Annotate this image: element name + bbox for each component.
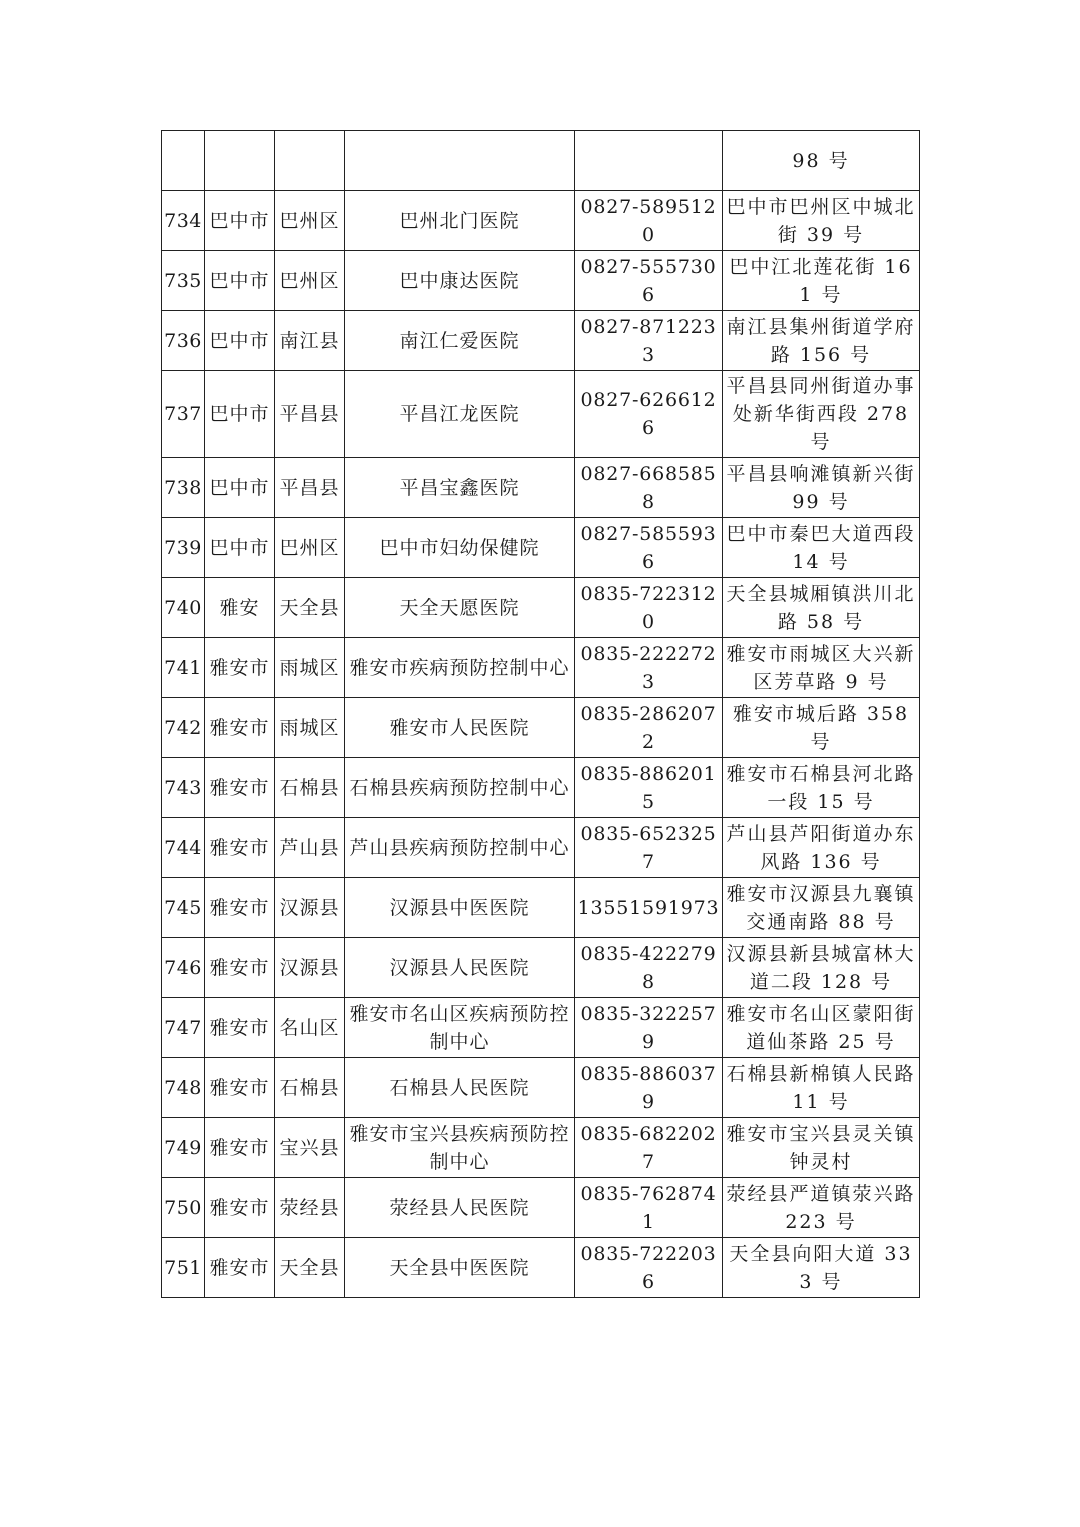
city-cell: 雅安市 bbox=[205, 638, 275, 698]
institution-name-cell: 天全天愿医院 bbox=[345, 578, 575, 638]
district-cell: 汉源县 bbox=[275, 938, 345, 998]
address-cell: 天全县城厢镇洪川北路 58 号 bbox=[723, 578, 920, 638]
row-number-cell bbox=[162, 131, 205, 191]
phone-cell: 0835-8860379 bbox=[575, 1058, 723, 1118]
phone-cell: 0835-7223120 bbox=[575, 578, 723, 638]
table-row bbox=[162, 1238, 920, 1298]
district-cell: 名山区 bbox=[275, 998, 345, 1058]
row-number-cell: 736 bbox=[162, 311, 205, 371]
district-cell: 芦山县 bbox=[275, 818, 345, 878]
address-cell: 石棉县新棉镇人民路 11 号 bbox=[723, 1058, 920, 1118]
phone-cell: 0827-5557306 bbox=[575, 251, 723, 311]
hospital-list-table bbox=[161, 130, 920, 1298]
district-cell bbox=[275, 131, 345, 191]
phone-cell: 0835-6822027 bbox=[575, 1118, 723, 1178]
address-cell: 雅安市名山区蒙阳街道仙茶路 25 号 bbox=[723, 998, 920, 1058]
address-cell: 雅安市宝兴县灵关镇钟灵村 bbox=[723, 1118, 920, 1178]
table-row bbox=[162, 251, 920, 311]
institution-name-cell: 雅安市人民医院 bbox=[345, 698, 575, 758]
address-cell: 芦山县芦阳街道办东风路 136 号 bbox=[723, 818, 920, 878]
address-cell: 雅安市雨城区大兴新区芳草路 9 号 bbox=[723, 638, 920, 698]
city-cell: 雅安市 bbox=[205, 1058, 275, 1118]
phone-cell: 0835-2862072 bbox=[575, 698, 723, 758]
table-row bbox=[162, 758, 920, 818]
city-cell: 巴中市 bbox=[205, 251, 275, 311]
table-row bbox=[162, 578, 920, 638]
address-cell: 雅安市石棉县河北路一段 15 号 bbox=[723, 758, 920, 818]
row-number-cell: 741 bbox=[162, 638, 205, 698]
city-cell: 巴中市 bbox=[205, 371, 275, 458]
table-row bbox=[162, 518, 920, 578]
address-cell: 雅安市汉源县九襄镇交通南路 88 号 bbox=[723, 878, 920, 938]
address-cell: 平昌县响滩镇新兴街 99 号 bbox=[723, 458, 920, 518]
institution-name-cell: 汉源县中医医院 bbox=[345, 878, 575, 938]
table-row bbox=[162, 371, 920, 458]
row-number-cell: 749 bbox=[162, 1118, 205, 1178]
row-number-cell: 743 bbox=[162, 758, 205, 818]
city-cell: 雅安 bbox=[205, 578, 275, 638]
phone-cell: 0835-7628741 bbox=[575, 1178, 723, 1238]
district-cell: 南江县 bbox=[275, 311, 345, 371]
address-cell: 巴中市秦巴大道西段 14 号 bbox=[723, 518, 920, 578]
row-number-cell: 747 bbox=[162, 998, 205, 1058]
phone-cell bbox=[575, 131, 723, 191]
district-cell: 雨城区 bbox=[275, 698, 345, 758]
institution-name-cell: 巴中市妇幼保健院 bbox=[345, 518, 575, 578]
city-cell bbox=[205, 131, 275, 191]
city-cell: 雅安市 bbox=[205, 1118, 275, 1178]
table-row bbox=[162, 1118, 920, 1178]
city-cell: 巴中市 bbox=[205, 518, 275, 578]
district-cell: 石棉县 bbox=[275, 758, 345, 818]
row-number-cell: 748 bbox=[162, 1058, 205, 1118]
table-row bbox=[162, 1058, 920, 1118]
address-cell: 天全县向阳大道 333 号 bbox=[723, 1238, 920, 1298]
row-number-cell: 740 bbox=[162, 578, 205, 638]
table-row bbox=[162, 638, 920, 698]
district-cell: 巴州区 bbox=[275, 191, 345, 251]
institution-name-cell bbox=[345, 131, 575, 191]
row-number-cell: 745 bbox=[162, 878, 205, 938]
table-row bbox=[162, 698, 920, 758]
institution-name-cell: 雅安市名山区疾病预防控制中心 bbox=[345, 998, 575, 1058]
table-row bbox=[162, 998, 920, 1058]
district-cell: 天全县 bbox=[275, 578, 345, 638]
phone-cell: 0835-3222579 bbox=[575, 998, 723, 1058]
phone-cell: 0835-4222798 bbox=[575, 938, 723, 998]
row-number-cell: 737 bbox=[162, 371, 205, 458]
district-cell: 巴州区 bbox=[275, 251, 345, 311]
city-cell: 雅安市 bbox=[205, 938, 275, 998]
row-number-cell: 734 bbox=[162, 191, 205, 251]
city-cell: 雅安市 bbox=[205, 698, 275, 758]
row-number-cell: 746 bbox=[162, 938, 205, 998]
phone-cell: 0835-6523257 bbox=[575, 818, 723, 878]
table-row bbox=[162, 818, 920, 878]
phone-cell: 0827-6685858 bbox=[575, 458, 723, 518]
table-row bbox=[162, 1178, 920, 1238]
phone-cell: 0827-5855936 bbox=[575, 518, 723, 578]
table-row bbox=[162, 131, 920, 191]
city-cell: 雅安市 bbox=[205, 878, 275, 938]
district-cell: 天全县 bbox=[275, 1238, 345, 1298]
city-cell: 雅安市 bbox=[205, 998, 275, 1058]
institution-name-cell: 巴中康达医院 bbox=[345, 251, 575, 311]
city-cell: 巴中市 bbox=[205, 458, 275, 518]
row-number-cell: 744 bbox=[162, 818, 205, 878]
institution-name-cell: 天全县中医医院 bbox=[345, 1238, 575, 1298]
institution-name-cell: 平昌江龙医院 bbox=[345, 371, 575, 458]
institution-name-cell: 荥经县人民医院 bbox=[345, 1178, 575, 1238]
district-cell: 石棉县 bbox=[275, 1058, 345, 1118]
city-cell: 雅安市 bbox=[205, 1238, 275, 1298]
table-row bbox=[162, 311, 920, 371]
city-cell: 雅安市 bbox=[205, 818, 275, 878]
hospital-list-table-container bbox=[161, 130, 919, 1298]
address-cell: 巴中市巴州区中城北街 39 号 bbox=[723, 191, 920, 251]
institution-name-cell: 石棉县人民医院 bbox=[345, 1058, 575, 1118]
district-cell: 荥经县 bbox=[275, 1178, 345, 1238]
institution-name-cell: 南江仁爱医院 bbox=[345, 311, 575, 371]
institution-name-cell: 石棉县疾病预防控制中心 bbox=[345, 758, 575, 818]
address-cell: 南江县集州街道学府路 156 号 bbox=[723, 311, 920, 371]
city-cell: 巴中市 bbox=[205, 311, 275, 371]
institution-name-cell: 芦山县疾病预防控制中心 bbox=[345, 818, 575, 878]
row-number-cell: 739 bbox=[162, 518, 205, 578]
district-cell: 汉源县 bbox=[275, 878, 345, 938]
table-row bbox=[162, 878, 920, 938]
table-row bbox=[162, 191, 920, 251]
table-row bbox=[162, 938, 920, 998]
address-cell: 荥经县严道镇荥兴路 223 号 bbox=[723, 1178, 920, 1238]
district-cell: 宝兴县 bbox=[275, 1118, 345, 1178]
district-cell: 巴州区 bbox=[275, 518, 345, 578]
address-cell: 巴中江北莲花街 161 号 bbox=[723, 251, 920, 311]
district-cell: 平昌县 bbox=[275, 371, 345, 458]
institution-name-cell: 雅安市疾病预防控制中心 bbox=[345, 638, 575, 698]
institution-name-cell: 汉源县人民医院 bbox=[345, 938, 575, 998]
phone-cell: 0827-5895120 bbox=[575, 191, 723, 251]
city-cell: 巴中市 bbox=[205, 191, 275, 251]
institution-name-cell: 巴州北门医院 bbox=[345, 191, 575, 251]
district-cell: 平昌县 bbox=[275, 458, 345, 518]
table-body bbox=[162, 131, 920, 1298]
institution-name-cell: 雅安市宝兴县疾病预防控制中心 bbox=[345, 1118, 575, 1178]
institution-name-cell: 平昌宝鑫医院 bbox=[345, 458, 575, 518]
phone-cell: 0835-8862015 bbox=[575, 758, 723, 818]
row-number-cell: 750 bbox=[162, 1178, 205, 1238]
row-number-cell: 751 bbox=[162, 1238, 205, 1298]
table-row bbox=[162, 458, 920, 518]
city-cell: 雅安市 bbox=[205, 758, 275, 818]
row-number-cell: 738 bbox=[162, 458, 205, 518]
address-cell: 98 号 bbox=[723, 131, 920, 191]
address-cell: 雅安市城后路 358 号 bbox=[723, 698, 920, 758]
address-cell: 平昌县同州街道办事处新华街西段 278 号 bbox=[723, 371, 920, 458]
phone-cell: 0835-2222723 bbox=[575, 638, 723, 698]
address-cell: 汉源县新县城富林大道二段 128 号 bbox=[723, 938, 920, 998]
row-number-cell: 742 bbox=[162, 698, 205, 758]
row-number-cell: 735 bbox=[162, 251, 205, 311]
phone-cell: 13551591973 bbox=[575, 878, 723, 938]
district-cell: 雨城区 bbox=[275, 638, 345, 698]
city-cell: 雅安市 bbox=[205, 1178, 275, 1238]
phone-cell: 0827-8712233 bbox=[575, 311, 723, 371]
phone-cell: 0835-7222036 bbox=[575, 1238, 723, 1298]
phone-cell: 0827-6266126 bbox=[575, 371, 723, 458]
